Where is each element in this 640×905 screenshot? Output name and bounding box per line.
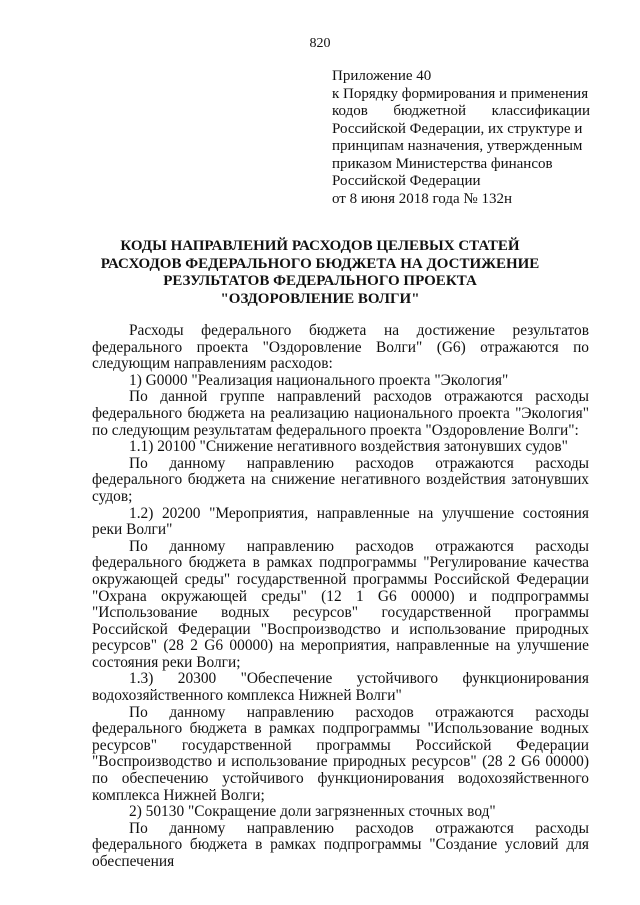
paragraph: По данному направлению расходов отражаются расходы федерального бюджета в рамках подпрограммы "Использование водных ресурсов" государственной программы Российской Федерации "Воспроизводство и использование природных ресурсов" (28 2 G6 00000) по обеспечению устойчивого функционирования водохозяйственного комплекса Нижней Волги; xyxy=(92,703,589,804)
appendix-line: принципам назначения, утвержденным xyxy=(332,138,583,154)
appendix-line: приказом Министерства финансов xyxy=(332,155,553,172)
list-item-heading: 1.1) 20100 "Снижение негативного воздействия затонувших судов" xyxy=(129,438,568,456)
paragraph: По данному направлению расходов отражаются расходы федерального бюджета в рамках подпрограммы "Создание условий для обеспечения xyxy=(92,819,589,870)
title-line: КОДЫ НАПРАВЛЕНИЙ РАСХОДОВ ЦЕЛЕВЫХ СТАТЕЙ xyxy=(120,238,520,254)
paragraph: По данному направлению расходов отражаются расходы федерального бюджета в рамках подпрограммы "Регулирование качества окружающей среды" государственной программы Российской Федерации "Охрана окружающей среды" (12 1 G6 00000) и подпрограммы "Использование водных ресурсов" государственной программы Российской Федерации "Воспроизводство и использование природных ресурсов" (28 2 G6 00000) на мероприятия, направленные на улучшение состояния реки Волги; xyxy=(92,537,589,671)
page-number: 820 xyxy=(309,36,331,51)
appendix-line: Российской Федерации xyxy=(332,173,481,189)
appendix-line: Российской Федерации, их структуре и xyxy=(332,120,583,137)
appendix-line: кодов бюджетной классификации xyxy=(332,103,590,119)
title-line: "ОЗДОРОВЛЕНИЕ ВОЛГИ" xyxy=(220,290,420,307)
appendix-line: Приложение 40 xyxy=(332,68,432,84)
appendix-header xyxy=(332,68,590,208)
list-item-heading: 1) G0000 "Реализация национального проекта "Экология" xyxy=(129,371,509,389)
document-title xyxy=(100,238,540,308)
list-item-heading: 2) 50130 "Сокращение доли загрязненных сточных вод" xyxy=(129,803,496,821)
document-body xyxy=(92,323,589,871)
appendix-line: от 8 июня 2018 года № 132н xyxy=(332,190,512,207)
title-line: РЕЗУЛЬТАТОВ ФЕДЕРАЛЬНОГО ПРОЕКТА xyxy=(163,273,477,289)
paragraph: Расходы федерального бюджета на достижение результатов федерального проекта "Оздоровление Волги" (G6) отражаются по следующим направлениям расходов: xyxy=(92,322,589,373)
paragraph: По данной группе направлений расходов отражаются расходы федерального бюджета на реализацию национального проекта "Экология" по следующим результатам федерального проекта "Оздоровление Волги": xyxy=(92,388,589,439)
paragraph: По данному направлению расходов отражаются расходы федерального бюджета на снижение негативного воздействия затонувших судов; xyxy=(92,454,589,505)
list-item-heading: 1.2) 20200 "Мероприятия, направленные на улучшение состояния реки Волги" xyxy=(92,504,589,539)
title-line: РАСХОДОВ ФЕДЕРАЛЬНОГО БЮДЖЕТА НА ДОСТИЖЕНИЕ xyxy=(100,255,540,272)
appendix-line: к Порядку формирования и применения xyxy=(332,85,589,102)
list-item-heading: 1.3) 20300 "Обеспечение устойчивого функционирования водохозяйственного комплекса Нижней Волги" xyxy=(92,670,589,705)
